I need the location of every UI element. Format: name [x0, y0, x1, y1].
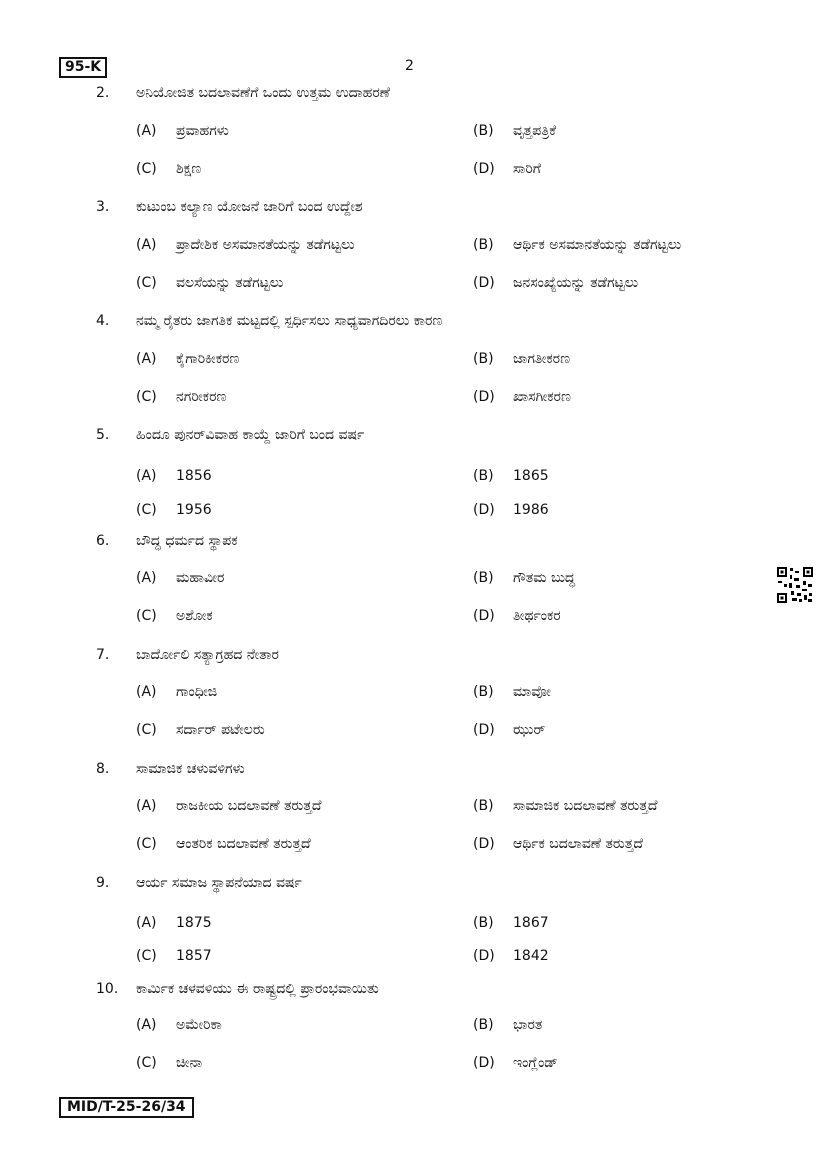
option-text: ಜನಸಂಖ್ಯೆಯನ್ನು ತಡೆಗಟ್ಟಲು [513, 275, 639, 291]
option-text: ಮಾವೋ [513, 684, 551, 700]
option-text: ಪ್ರಾದೇಶಿಕ ಅಸಮಾನತೆಯನ್ನು ತಡೆಗಟ್ಟಲು [176, 237, 355, 253]
option-text: ಅಶೋಕ [176, 608, 213, 624]
option-item [473, 275, 638, 291]
option-text: 1956 [176, 502, 212, 518]
option-item [136, 684, 217, 700]
option-item [473, 798, 657, 814]
option-item [136, 351, 239, 367]
option-item [473, 237, 681, 253]
option-item [473, 389, 571, 405]
option-text: ತೀರ್ಥಂಕರ [513, 608, 561, 624]
footer-code: MID/T-25-26/34 [59, 1097, 194, 1118]
question-text: ನಮ್ಮ ರೈತರು ಜಾಗತಿಕ ಮಟ್ಟದಲ್ಲಿ ಸ್ಪರ್ಧಿಸಲು ಸಾಧ್ಯವಾಗದಿರಲು ಕಾರಣ [136, 313, 443, 329]
question-text: ಕುಟುಂಬ ಕಲ್ಯಾಣ ಯೋಜನೆ ಜಾರಿಗೆ ಬಂದ ಉದ್ದೇಶ [136, 199, 363, 215]
option-label: (C) [136, 836, 157, 852]
option-label: (C) [136, 948, 157, 964]
option-item [473, 123, 556, 139]
option-text: ನಗರೀಕರಣ [176, 389, 227, 405]
question-number: 5. [96, 427, 110, 443]
option-item [136, 123, 229, 139]
option-text: 1875 [176, 915, 212, 931]
option-text: 1865 [513, 468, 549, 484]
option-label: (D) [473, 502, 495, 518]
option-text: 1986 [513, 502, 549, 518]
option-label: (B) [473, 351, 494, 367]
option-item [473, 836, 643, 852]
option-text: ಗಾಂಧೀಜಿ [176, 684, 218, 700]
question-number: 3. [96, 199, 110, 215]
option-item [136, 502, 212, 518]
option-item [136, 389, 226, 405]
option-item [136, 722, 265, 738]
option-item [136, 237, 355, 253]
option-label: (A) [136, 468, 157, 484]
option-label: (C) [136, 502, 157, 518]
option-text: ಶಿಕ್ಷಣ [176, 161, 202, 177]
option-item [136, 798, 321, 814]
option-text: ಸರ್ದಾರ್ ಪಟೇಲರು [176, 722, 265, 738]
option-text: ಖಾಸಗೀಕರಣ [513, 389, 571, 405]
option-label: (C) [136, 275, 157, 291]
option-label: (B) [473, 798, 494, 814]
option-label: (B) [473, 237, 494, 253]
option-item [136, 1017, 222, 1033]
option-item [473, 1017, 542, 1033]
question-text: ಬಾರ್ದೋಲಿ ಸತ್ಯಾಗ್ರಹದ ನೇತಾರ [136, 647, 279, 663]
option-label: (C) [136, 608, 157, 624]
option-item [473, 351, 570, 367]
option-item [136, 570, 224, 586]
option-text: ಆರ್ಥಿಕ ಅಸಮಾನತೆಯನ್ನು ತಡೆಗಟ್ಟಲು [513, 237, 682, 253]
option-item [473, 684, 551, 700]
option-text: ಝುರ್ [513, 722, 546, 738]
option-label: (D) [473, 948, 495, 964]
question-text: ಕಾರ್ಮಿಕ ಚಳವಳಿಯು ಈ ರಾಷ್ಟ್ರದಲ್ಲಿ ಪ್ರಾರಂಭವಾಯಿತು [136, 981, 379, 997]
option-label: (A) [136, 570, 157, 586]
option-text: ವಲಸೆಯನ್ನು ತಡೆಗಟ್ಟಲು [176, 275, 284, 291]
option-label: (C) [136, 161, 157, 177]
option-text: ಚೀನಾ [176, 1055, 203, 1071]
option-label: (D) [473, 722, 495, 738]
option-label: (B) [473, 123, 494, 139]
option-label: (B) [473, 468, 494, 484]
option-label: (A) [136, 1017, 157, 1033]
question-number: 7. [96, 647, 110, 663]
option-item [136, 915, 212, 931]
option-label: (B) [473, 1017, 494, 1033]
option-label: (A) [136, 798, 157, 814]
option-text: ಸಾರಿಗೆ [513, 161, 541, 177]
option-item [136, 948, 212, 964]
question-text: ಸಾಮಾಜಿಕ ಚಳುವಳಿಗಳು [136, 761, 245, 777]
option-label: (D) [473, 161, 495, 177]
question-number: 8. [96, 761, 110, 777]
option-item [136, 468, 212, 484]
qr-code [776, 566, 814, 604]
option-text: 1856 [176, 468, 212, 484]
option-item [473, 948, 549, 964]
question-number: 2. [96, 85, 110, 101]
question-number: 6. [96, 533, 110, 549]
option-item [473, 722, 545, 738]
option-item [473, 570, 575, 586]
question-text: ಅನಿಯೋಜಿತ ಬದಲಾವಣೆಗೆ ಒಂದು ಉತ್ತಮ ಉದಾಹರಣೆ [136, 85, 390, 101]
option-label: (B) [473, 570, 494, 586]
page-number: 2 [405, 58, 414, 74]
option-text: ವೃತ್ತಪತ್ರಿಕೆ [513, 123, 557, 139]
question-text: ಆರ್ಯ ಸಮಾಜ ಸ್ಥಾಪನೆಯಾದ ವರ್ಷ [136, 875, 302, 891]
option-item [136, 161, 201, 177]
option-label: (A) [136, 351, 157, 367]
option-label: (C) [136, 389, 157, 405]
option-label: (B) [473, 684, 494, 700]
question-text: ಬೌದ್ಧ ಧರ್ಮದ ಸ್ಥಾಪಕ [136, 533, 238, 549]
option-text: 1867 [513, 915, 549, 931]
option-item [136, 836, 311, 852]
option-text: 1857 [176, 948, 212, 964]
option-label: (A) [136, 684, 157, 700]
option-item [473, 915, 549, 931]
option-item [136, 608, 213, 624]
option-item [473, 1055, 558, 1071]
option-text: ಜಾಗತೀಕರಣ [513, 351, 571, 367]
option-label: (A) [136, 237, 157, 253]
option-label: (D) [473, 1055, 495, 1071]
question-number: 10. [96, 981, 119, 997]
option-item [473, 161, 541, 177]
option-label: (C) [136, 722, 157, 738]
option-label: (B) [473, 915, 494, 931]
option-text: ಇಂಗ್ಲೆಂಡ್ [513, 1055, 558, 1071]
paper-code: 95-K [59, 57, 107, 78]
option-label: (D) [473, 275, 495, 291]
option-item [473, 608, 561, 624]
option-text: 1842 [513, 948, 549, 964]
option-text: ಆರ್ಥಿಕ ಬದಲಾವಣೆ ತರುತ್ತದೆ [513, 836, 643, 852]
option-text: ಗೌತಮ ಬುದ್ಧ [513, 570, 576, 586]
option-label: (A) [136, 123, 157, 139]
option-text: ಸಾಮಾಜಿಕ ಬದಲಾವಣೆ ತರುತ್ತದೆ [513, 798, 658, 814]
option-label: (C) [136, 1055, 157, 1071]
option-item [473, 468, 549, 484]
question-number: 9. [96, 875, 110, 891]
option-text: ಕೈಗಾರಿಕೀಕರಣ [176, 351, 240, 367]
option-item [136, 1055, 202, 1071]
option-text: ಪ್ರವಾಹಗಳು [176, 123, 229, 139]
option-text: ಅಮೇರಿಕಾ [176, 1017, 222, 1033]
option-item [136, 275, 283, 291]
option-text: ಭಾರತ [513, 1017, 543, 1033]
option-label: (D) [473, 389, 495, 405]
option-label: (A) [136, 915, 157, 931]
option-label: (D) [473, 608, 495, 624]
option-item [473, 502, 549, 518]
question-number: 4. [96, 313, 110, 329]
option-label: (D) [473, 836, 495, 852]
option-text: ಮಹಾವೀರ [176, 570, 225, 586]
question-text: ಹಿಂದೂ ಪುನರ್‌ವಿವಾಹ ಕಾಯ್ದೆ ಜಾರಿಗೆ ಬಂದ ವರ್ಷ [136, 427, 365, 443]
option-text: ಆಂತರಿಕ ಬದಲಾವಣೆ ತರುತ್ತದೆ [176, 836, 311, 852]
option-text: ರಾಜಕೀಯ ಬದಲಾವಣೆ ತರುತ್ತದೆ [176, 798, 322, 814]
